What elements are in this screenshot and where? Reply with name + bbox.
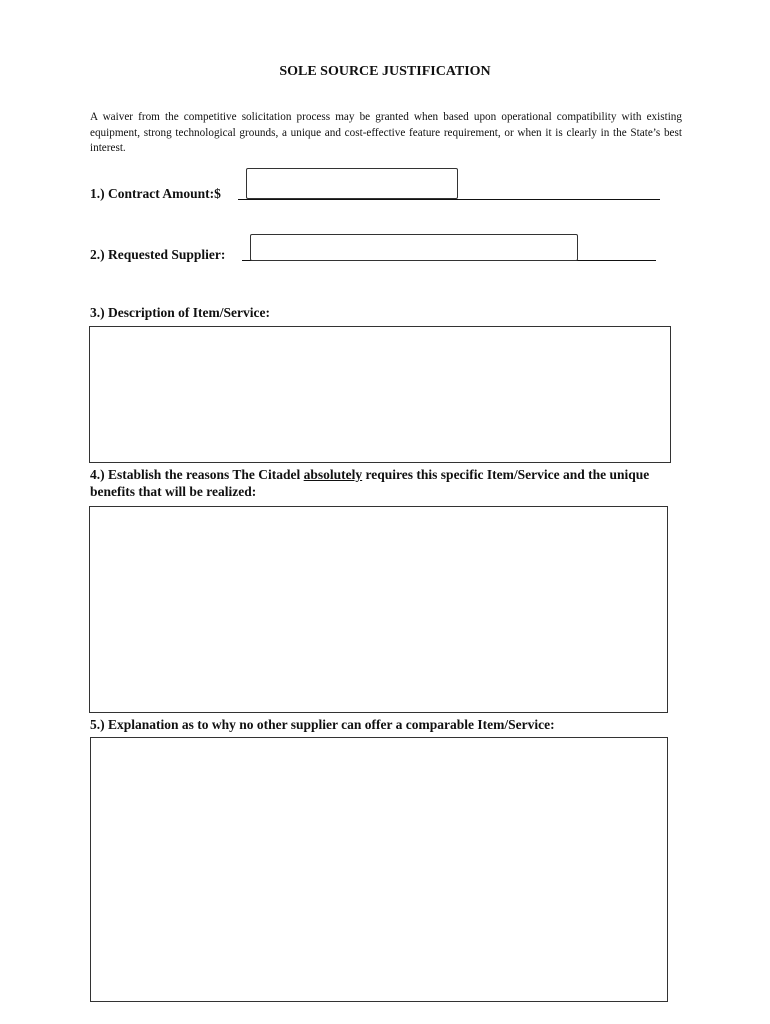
explanation-field[interactable] xyxy=(90,737,668,1002)
intro-paragraph: A waiver from the competitive solicitation process may be granted when based upon operational compatibility with existing equipment, strong technological grounds, a unique and cost-effective feature requirement, or when it is clearly in the State’s best interest. xyxy=(90,111,682,154)
explanation-label: 5.) Explanation as to why no other supplier can offer a comparable Item/Service: xyxy=(90,717,555,732)
requested-supplier-field[interactable] xyxy=(250,234,578,261)
contract-amount-underline xyxy=(238,199,660,200)
requested-supplier-label: 2.) Requested Supplier: xyxy=(90,247,226,262)
contract-amount-field[interactable] xyxy=(246,168,458,199)
description-field[interactable] xyxy=(89,326,671,463)
reasons-label xyxy=(90,466,680,500)
reasons-label-emphasis: absolutely xyxy=(303,467,363,482)
form-title: SOLE SOURCE JUSTIFICATION xyxy=(279,64,491,79)
reasons-label-end: requires this specific Item/Service and the unique benefits that will be realized: xyxy=(90,467,650,499)
reasons-field[interactable] xyxy=(89,506,668,713)
description-label: 3.) Description of Item/Service: xyxy=(90,305,270,320)
contract-amount-label: 1.) Contract Amount:$ xyxy=(90,186,221,201)
reasons-label-start: 4.) Establish the reasons The Citadel xyxy=(90,467,304,482)
